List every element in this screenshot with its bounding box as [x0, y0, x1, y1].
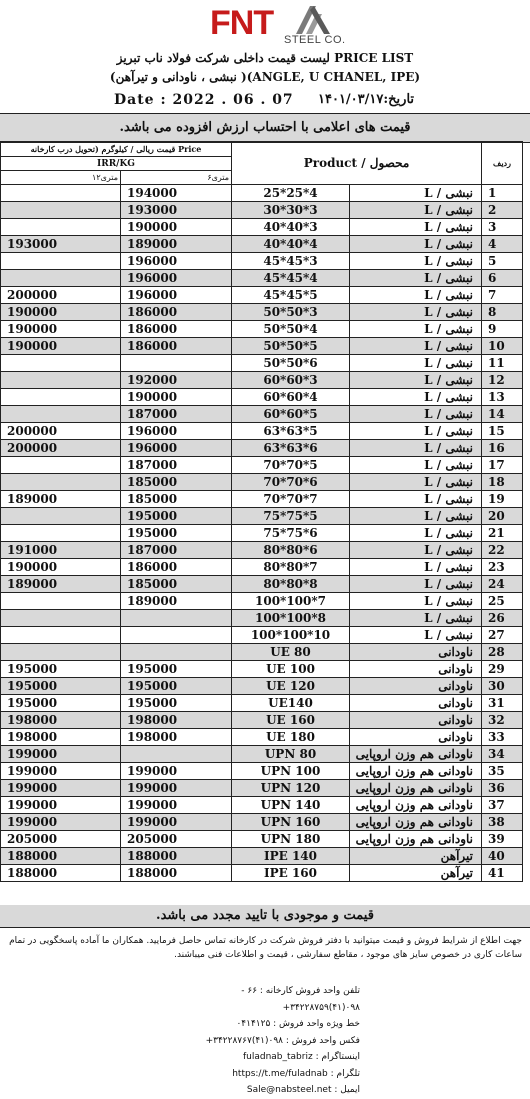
row-number-cell: 34 — [482, 746, 523, 763]
price-table — [0, 141, 523, 882]
price-6m-cell: 185000 — [121, 474, 232, 491]
row-number-cell: 16 — [482, 440, 523, 457]
sales-fax: فکس واحد فروش : ۰۹۸(۴۱)۳۴۲۲۸۷۶۷+ — [205, 1035, 360, 1046]
size-cell: 70*70*5 — [232, 457, 350, 474]
size-cell: UPN 80 — [232, 746, 350, 763]
table-row — [1, 797, 523, 814]
price-12m-cell: 199000 — [1, 814, 121, 831]
price-12m-cell: 191000 — [1, 542, 121, 559]
table-row — [1, 474, 523, 491]
contact-info — [180, 983, 360, 1099]
col-header-12m: ۱۲متری — [1, 171, 121, 185]
row-number-cell: 30 — [482, 678, 523, 695]
table-row — [1, 270, 523, 287]
row-number-cell: 15 — [482, 423, 523, 440]
price-12m-cell — [1, 253, 121, 270]
row-number-cell: 24 — [482, 576, 523, 593]
row-number-cell: 27 — [482, 627, 523, 644]
product-cell: نبشی / L — [350, 406, 482, 423]
product-cell: نبشی / L — [350, 338, 482, 355]
size-cell: UE 160 — [232, 712, 350, 729]
price-12m-cell — [1, 270, 121, 287]
price-6m-cell: 186000 — [121, 338, 232, 355]
table-row — [1, 508, 523, 525]
price-6m-cell: 187000 — [121, 542, 232, 559]
size-cell: 60*60*5 — [232, 406, 350, 423]
row-number-cell: 13 — [482, 389, 523, 406]
size-cell: 45*45*5 — [232, 287, 350, 304]
price-12m-cell: 195000 — [1, 695, 121, 712]
price-header: قیمت ریالی / کیلوگرم (تحویل درب کارخانه Price — [1, 142, 232, 157]
table-row — [1, 372, 523, 389]
price-12m-cell: 199000 — [1, 763, 121, 780]
size-cell: 80*80*6 — [232, 542, 350, 559]
table-row — [1, 695, 523, 712]
size-cell: 40*40*4 — [232, 236, 350, 253]
size-cell: 100*100*10 — [232, 627, 350, 644]
price-12m-cell — [1, 372, 121, 389]
size-cell: 80*80*8 — [232, 576, 350, 593]
product-cell: نبشی / L — [350, 576, 482, 593]
size-cell: UPN 140 — [232, 797, 350, 814]
price-6m-cell — [121, 627, 232, 644]
price-6m-cell — [121, 746, 232, 763]
size-cell: 100*100*7 — [232, 593, 350, 610]
price-12m-cell: 190000 — [1, 304, 121, 321]
row-number-cell: 3 — [482, 219, 523, 236]
product-cell: تیرآهن — [350, 848, 482, 865]
price-12m-cell: 188000 — [1, 848, 121, 865]
row-number-cell: 26 — [482, 610, 523, 627]
price-6m-cell: 185000 — [121, 576, 232, 593]
product-cell: نبشی / L — [350, 236, 482, 253]
product-cell: نبشی / L — [350, 508, 482, 525]
table-row — [1, 440, 523, 457]
price-6m-cell — [121, 355, 232, 372]
product-cell: ناودانی هم وزن اروپایی — [350, 780, 482, 797]
row-number-cell: 25 — [482, 593, 523, 610]
row-number-cell: 39 — [482, 831, 523, 848]
price-6m-cell: 196000 — [121, 440, 232, 457]
price-12m-cell — [1, 508, 121, 525]
size-cell: 50*50*4 — [232, 321, 350, 338]
telegram-link[interactable]: تلگرام : https://t.me/fuladnab — [232, 1068, 360, 1079]
row-number-cell: 9 — [482, 321, 523, 338]
table-row — [1, 780, 523, 797]
price-12m-cell: 199000 — [1, 746, 121, 763]
table-row — [1, 423, 523, 440]
price-6m-cell: 195000 — [121, 661, 232, 678]
price-6m-cell: 185000 — [121, 491, 232, 508]
price-12m-cell — [1, 627, 121, 644]
size-cell: 70*70*7 — [232, 491, 350, 508]
product-cell: ناودانی — [350, 644, 482, 661]
product-cell: نبشی / L — [350, 287, 482, 304]
price-6m-cell: 196000 — [121, 253, 232, 270]
price-6m-cell: 189000 — [121, 593, 232, 610]
product-cell: نبشی / L — [350, 593, 482, 610]
table-row — [1, 202, 523, 219]
price-12m-cell: 200000 — [1, 287, 121, 304]
product-cell: ناودانی هم وزن اروپایی — [350, 831, 482, 848]
product-cell: نبشی / L — [350, 219, 482, 236]
price-12m-cell: 189000 — [1, 491, 121, 508]
table-row — [1, 746, 523, 763]
table-row — [1, 644, 523, 661]
price-12m-cell: 198000 — [1, 729, 121, 746]
table-row — [1, 661, 523, 678]
price-12m-cell — [1, 389, 121, 406]
price-12m-cell: 190000 — [1, 338, 121, 355]
row-number-cell: 37 — [482, 797, 523, 814]
price-unit: IRR/KG — [1, 157, 232, 171]
price-6m-cell: 192000 — [121, 372, 232, 389]
price-6m-cell: 199000 — [121, 763, 232, 780]
table-row — [1, 576, 523, 593]
size-cell: 45*45*4 — [232, 270, 350, 287]
product-cell: نبشی / L — [350, 610, 482, 627]
table-row — [1, 185, 523, 202]
row-number-cell: 35 — [482, 763, 523, 780]
price-12m-cell — [1, 525, 121, 542]
price-12m-cell — [1, 593, 121, 610]
product-cell: نبشی / L — [350, 389, 482, 406]
price-6m-cell: 187000 — [121, 457, 232, 474]
size-cell: UPN 120 — [232, 780, 350, 797]
product-cell: ناودانی هم وزن اروپایی — [350, 814, 482, 831]
logo-subtitle: STEEL CO. — [284, 34, 346, 46]
price-6m-cell: 190000 — [121, 389, 232, 406]
size-cell: 80*80*7 — [232, 559, 350, 576]
price-12m-cell: 188000 — [1, 865, 121, 882]
logo-mark-icon — [292, 4, 332, 36]
product-cell: نبشی / L — [350, 304, 482, 321]
row-number-cell: 40 — [482, 848, 523, 865]
product-cell: ناودانی — [350, 678, 482, 695]
row-number-cell: 7 — [482, 287, 523, 304]
price-6m-cell: 193000 — [121, 202, 232, 219]
product-cell: نبشی / L — [350, 457, 482, 474]
email-link[interactable]: ایمیل : Sale@nabsteel.net — [246, 1085, 360, 1095]
table-row — [1, 865, 523, 882]
price-6m-cell: 194000 — [121, 185, 232, 202]
row-number-cell: 23 — [482, 559, 523, 576]
size-cell: IPE 140 — [232, 848, 350, 865]
product-cell: ناودانی — [350, 729, 482, 746]
table-row — [1, 559, 523, 576]
size-cell: 25*25*4 — [232, 185, 350, 202]
size-cell: 75*75*5 — [232, 508, 350, 525]
row-number-cell: 22 — [482, 542, 523, 559]
price-6m-cell: 196000 — [121, 270, 232, 287]
size-cell: UPN 180 — [232, 831, 350, 848]
price-6m-cell: 196000 — [121, 287, 232, 304]
row-number-cell: 2 — [482, 202, 523, 219]
company-logo — [210, 4, 350, 46]
page-subtitle: (نبشی ، ناودانی و تیرآهن )(ANGLE, U CHANEL, IPE) — [109, 70, 421, 84]
price-12m-cell — [1, 219, 121, 236]
price-6m-cell: 187000 — [121, 406, 232, 423]
size-cell: 60*60*4 — [232, 389, 350, 406]
price-12m-cell: 199000 — [1, 797, 121, 814]
size-cell: 45*45*3 — [232, 253, 350, 270]
row-number-cell: 31 — [482, 695, 523, 712]
price-6m-cell: 186000 — [121, 559, 232, 576]
price-6m-cell: 199000 — [121, 797, 232, 814]
date-persian: تاریخ:۱۴۰۱/۰۳/۱۷ — [318, 92, 415, 107]
size-cell: IPE 160 — [232, 865, 350, 882]
row-number-cell: 33 — [482, 729, 523, 746]
price-6m-cell: 198000 — [121, 712, 232, 729]
price-6m-cell: 196000 — [121, 423, 232, 440]
table-row — [1, 236, 523, 253]
size-cell: 63*63*5 — [232, 423, 350, 440]
price-6m-cell: 195000 — [121, 678, 232, 695]
table-row — [1, 304, 523, 321]
sales-note: جهت اطلاع از شرایط فروش و قیمت میتوانید با دفتر فروش شرکت در کارخانه تماس حاصل فرمایید. همکاران ما آماده پاسخگویی در تمام ساعات کاری در خصوص سایز های موجود ، مقاطع سفارشی ، قیمت و اطلاعات فنی میباشند. — [9, 936, 522, 960]
size-cell: 100*100*8 — [232, 610, 350, 627]
row-number-cell: 14 — [482, 406, 523, 423]
row-number-cell: 21 — [482, 525, 523, 542]
table-row — [1, 355, 523, 372]
table-row — [1, 219, 523, 236]
row-number-header: ردیف — [482, 142, 523, 185]
table-row — [1, 253, 523, 270]
price-12m-cell — [1, 406, 121, 423]
size-cell: 50*50*5 — [232, 338, 350, 355]
table-row — [1, 678, 523, 695]
product-cell: نبشی / L — [350, 491, 482, 508]
product-cell: نبشی / L — [350, 559, 482, 576]
table-row — [1, 610, 523, 627]
price-12m-cell — [1, 610, 121, 627]
size-cell: UE 80 — [232, 644, 350, 661]
product-cell: ناودانی — [350, 695, 482, 712]
table-row — [1, 814, 523, 831]
row-number-cell: 41 — [482, 865, 523, 882]
table-row — [1, 287, 523, 304]
row-number-cell: 19 — [482, 491, 523, 508]
price-12m-cell — [1, 644, 121, 661]
price-12m-cell: 200000 — [1, 440, 121, 457]
product-cell: نبشی / L — [350, 542, 482, 559]
size-cell: 60*60*3 — [232, 372, 350, 389]
price-12m-cell: 195000 — [1, 661, 121, 678]
price-12m-cell: 193000 — [1, 236, 121, 253]
factory-phone: تلفن واحد فروش کارخانه : ۶۶ - ۰۹۸(۴۱)۳۴۲۲۸۷۵۹+ — [241, 986, 360, 1013]
size-cell: 40*40*3 — [232, 219, 350, 236]
price-6m-cell: 190000 — [121, 219, 232, 236]
row-number-cell: 28 — [482, 644, 523, 661]
product-cell: نبشی / L — [350, 185, 482, 202]
table-row — [1, 712, 523, 729]
product-cell: نبشی / L — [350, 372, 482, 389]
price-6m-cell: 188000 — [121, 865, 232, 882]
vat-notice-banner: قیمت های اعلامی با احتساب ارزش افزوده می باشد. — [0, 113, 530, 143]
size-cell: 70*70*6 — [232, 474, 350, 491]
row-number-cell: 10 — [482, 338, 523, 355]
table-row — [1, 321, 523, 338]
product-cell: نبشی / L — [350, 525, 482, 542]
size-cell: 63*63*6 — [232, 440, 350, 457]
product-cell: نبشی / L — [350, 474, 482, 491]
size-cell: UE 100 — [232, 661, 350, 678]
table-row — [1, 627, 523, 644]
table-row — [1, 457, 523, 474]
size-cell: UE 180 — [232, 729, 350, 746]
row-number-cell: 11 — [482, 355, 523, 372]
product-cell: ناودانی هم وزن اروپایی — [350, 746, 482, 763]
price-12m-cell — [1, 457, 121, 474]
table-row — [1, 525, 523, 542]
size-cell: 75*75*6 — [232, 525, 350, 542]
table-row — [1, 338, 523, 355]
price-12m-cell: 198000 — [1, 712, 121, 729]
table-row — [1, 831, 523, 848]
price-6m-cell: 195000 — [121, 525, 232, 542]
row-number-cell: 18 — [482, 474, 523, 491]
row-number-cell: 36 — [482, 780, 523, 797]
size-cell: UPN 100 — [232, 763, 350, 780]
stock-notice-banner: قیمت و موجودی با تایید مجدد می باشد. — [0, 905, 530, 928]
size-cell: UE140 — [232, 695, 350, 712]
table-row — [1, 848, 523, 865]
size-cell: UE 120 — [232, 678, 350, 695]
size-cell: UPN 160 — [232, 814, 350, 831]
row-number-cell: 5 — [482, 253, 523, 270]
price-12m-cell: 190000 — [1, 321, 121, 338]
row-number-cell: 38 — [482, 814, 523, 831]
product-cell: نبشی / L — [350, 202, 482, 219]
price-6m-cell: 186000 — [121, 321, 232, 338]
row-number-cell: 1 — [482, 185, 523, 202]
table-row — [1, 763, 523, 780]
table-row — [1, 491, 523, 508]
price-6m-cell: 195000 — [121, 508, 232, 525]
price-12m-cell — [1, 474, 121, 491]
price-12m-cell: 195000 — [1, 678, 121, 695]
product-cell: ناودانی هم وزن اروپایی — [350, 763, 482, 780]
table-row — [1, 593, 523, 610]
product-cell: نبشی / L — [350, 423, 482, 440]
price-6m-cell — [121, 644, 232, 661]
price-12m-cell: 199000 — [1, 780, 121, 797]
row-number-cell: 29 — [482, 661, 523, 678]
price-12m-cell: 189000 — [1, 576, 121, 593]
price-6m-cell — [121, 610, 232, 627]
product-cell: نبشی / L — [350, 440, 482, 457]
price-12m-cell — [1, 185, 121, 202]
sales-hotline: خط ویژه واحد فروش : ۰۴۱۴۱۲۵ — [236, 1019, 360, 1029]
price-6m-cell: 199000 — [121, 814, 232, 831]
price-12m-cell — [1, 355, 121, 372]
size-cell: 50*50*6 — [232, 355, 350, 372]
table-row — [1, 389, 523, 406]
price-12m-cell — [1, 202, 121, 219]
col-header-6m: ۶متری — [121, 171, 232, 185]
price-6m-cell: 198000 — [121, 729, 232, 746]
product-cell: نبشی / L — [350, 627, 482, 644]
product-cell: نبشی / L — [350, 270, 482, 287]
price-12m-cell: 200000 — [1, 423, 121, 440]
price-6m-cell: 188000 — [121, 848, 232, 865]
product-cell: ناودانی — [350, 712, 482, 729]
table-row — [1, 729, 523, 746]
price-6m-cell: 195000 — [121, 695, 232, 712]
product-cell: نبشی / L — [350, 355, 482, 372]
product-cell: نبشی / L — [350, 321, 482, 338]
page-title: لیست قیمت داخلی شرکت فولاد ناب تبریز PRICE LIST — [116, 51, 414, 65]
table-row — [1, 542, 523, 559]
date-english: Date : 2022 . 06 . 07 — [114, 92, 294, 108]
price-6m-cell: 189000 — [121, 236, 232, 253]
table-row — [1, 406, 523, 423]
row-number-cell: 32 — [482, 712, 523, 729]
row-number-cell: 20 — [482, 508, 523, 525]
price-12m-cell: 205000 — [1, 831, 121, 848]
row-number-cell: 4 — [482, 236, 523, 253]
row-number-cell: 17 — [482, 457, 523, 474]
row-number-cell: 8 — [482, 304, 523, 321]
price-12m-cell: 190000 — [1, 559, 121, 576]
price-6m-cell: 186000 — [121, 304, 232, 321]
size-cell: 30*30*3 — [232, 202, 350, 219]
price-6m-cell: 199000 — [121, 780, 232, 797]
price-6m-cell: 205000 — [121, 831, 232, 848]
logo-brand: FNT — [210, 4, 274, 42]
size-cell: 50*50*3 — [232, 304, 350, 321]
product-cell: نبشی / L — [350, 253, 482, 270]
instagram-link[interactable]: اینستاگرام : fuladnab_tabriz — [242, 1052, 360, 1062]
row-number-cell: 12 — [482, 372, 523, 389]
product-cell: ناودانی هم وزن اروپایی — [350, 797, 482, 814]
row-number-cell: 6 — [482, 270, 523, 287]
product-cell: ناودانی — [350, 661, 482, 678]
product-cell: تیرآهن — [350, 865, 482, 882]
product-header: Product / محصول — [232, 142, 482, 185]
